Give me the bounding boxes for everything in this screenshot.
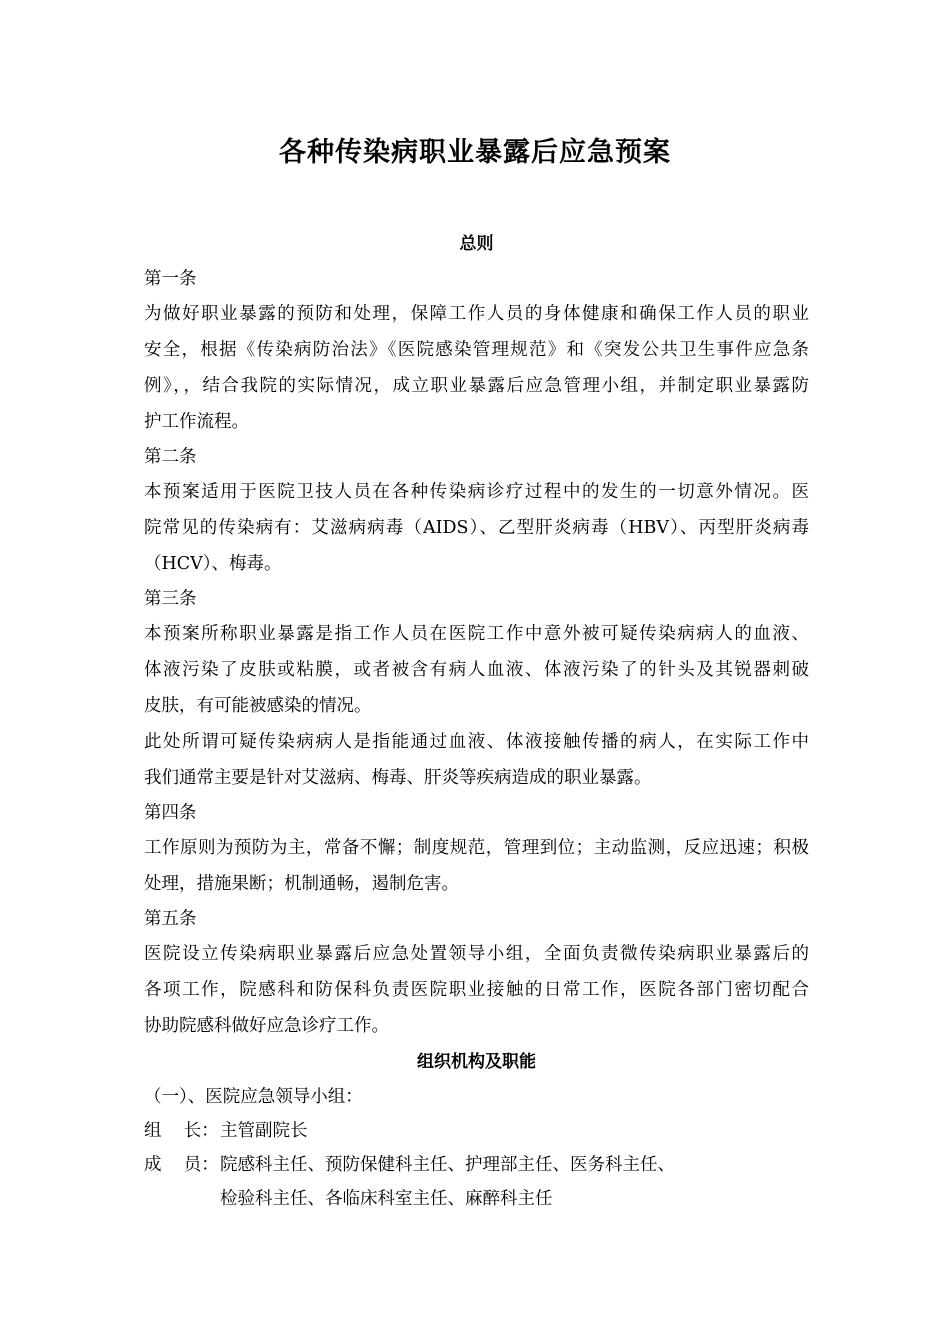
article-1-line: 为做好职业暴露的预防和处理，保障工作人员的身体健康和确保工作人员的职业: [144, 304, 809, 324]
article-label-2: 第二条: [144, 447, 197, 467]
members-row: [144, 1148, 809, 1182]
article-3-line: 此处所谓可疑传染病病人是指能通过血液、体液接触传播的病人，在实际工作中: [144, 732, 809, 752]
article-1-line: 护工作流程。: [144, 412, 249, 432]
leader-label: 组 长：: [144, 1121, 219, 1141]
members-value-line-1: 院感科主任、预防保健科主任、护理部主任、医务科主任、: [220, 1155, 675, 1175]
section-heading-general: 总则: [459, 234, 494, 254]
article-1-line: 例》，，结合我院的实际情况，成立职业暴露后应急管理小组，并制定职业暴露防: [144, 376, 809, 396]
article-3-line: 我们通常主要是针对艾滋病、梅毒、肝炎等疾病造成的职业暴露。: [144, 768, 652, 788]
article-5-line: 医院设立传染病职业暴露后应急处置领导小组，全面负责微传染病职业暴露后的: [144, 944, 809, 964]
members-label: 成 员：: [144, 1155, 219, 1175]
article-label-5: 第五条: [144, 909, 197, 929]
article-2-line: 院常见的传染病有：艾滋病病毒（AIDS）、乙型肝炎病毒（HBV）、丙型肝炎病毒: [144, 518, 809, 538]
article-label-4: 第四条: [144, 803, 197, 823]
article-3-line: 皮肤，有可能被感染的情况。: [144, 696, 372, 716]
article-1-line: 安全，根据《传染病防治法》《医院感染管理规范》和《突发公共卫生事件应急条: [144, 340, 809, 360]
document-body: [144, 226, 809, 1216]
article-label-1: 第一条: [144, 269, 197, 289]
document-title: 各种传染病职业暴露后应急预案: [279, 137, 671, 168]
members-value-line-2: 检验科主任、各临床科室主任、麻醉科主任: [220, 1189, 553, 1209]
article-4-line: 工作原则为预防为主，常备不懈；制度规范，管理到位；主动监测，反应迅速；积极: [144, 838, 809, 858]
article-5-line: 协助院感科做好应急诊疗工作。: [144, 1016, 389, 1036]
leader-row: [144, 1114, 809, 1148]
article-5-line: 各项工作，院感科和防保科负责医院职业接触的日常工作，医院各部门密切配合: [144, 980, 809, 1000]
group-title: （一）、医院应急领导小组：: [144, 1087, 363, 1107]
article-2-line: （HCV）、梅毒。: [144, 554, 282, 574]
leader-value: 主管副院长: [220, 1121, 308, 1141]
article-2-line: 本预案适用于医院卫技人员在各种传染病诊疗过程中的发生的一切意外情况。医: [144, 482, 809, 502]
article-3-line: 体液污染了皮肤或粘膜，或者被含有病人血液、体液污染了的针头及其锐器刺破: [144, 660, 809, 680]
section-heading-org: 组织机构及职能: [417, 1052, 536, 1072]
article-3-line: 本预案所称职业暴露是指工作人员在医院工作中意外被可疑传染病病人的血液、: [144, 624, 809, 644]
article-4-line: 处理，措施果断；机制通畅，遏制危害。: [144, 874, 459, 894]
article-label-3: 第三条: [144, 589, 197, 609]
